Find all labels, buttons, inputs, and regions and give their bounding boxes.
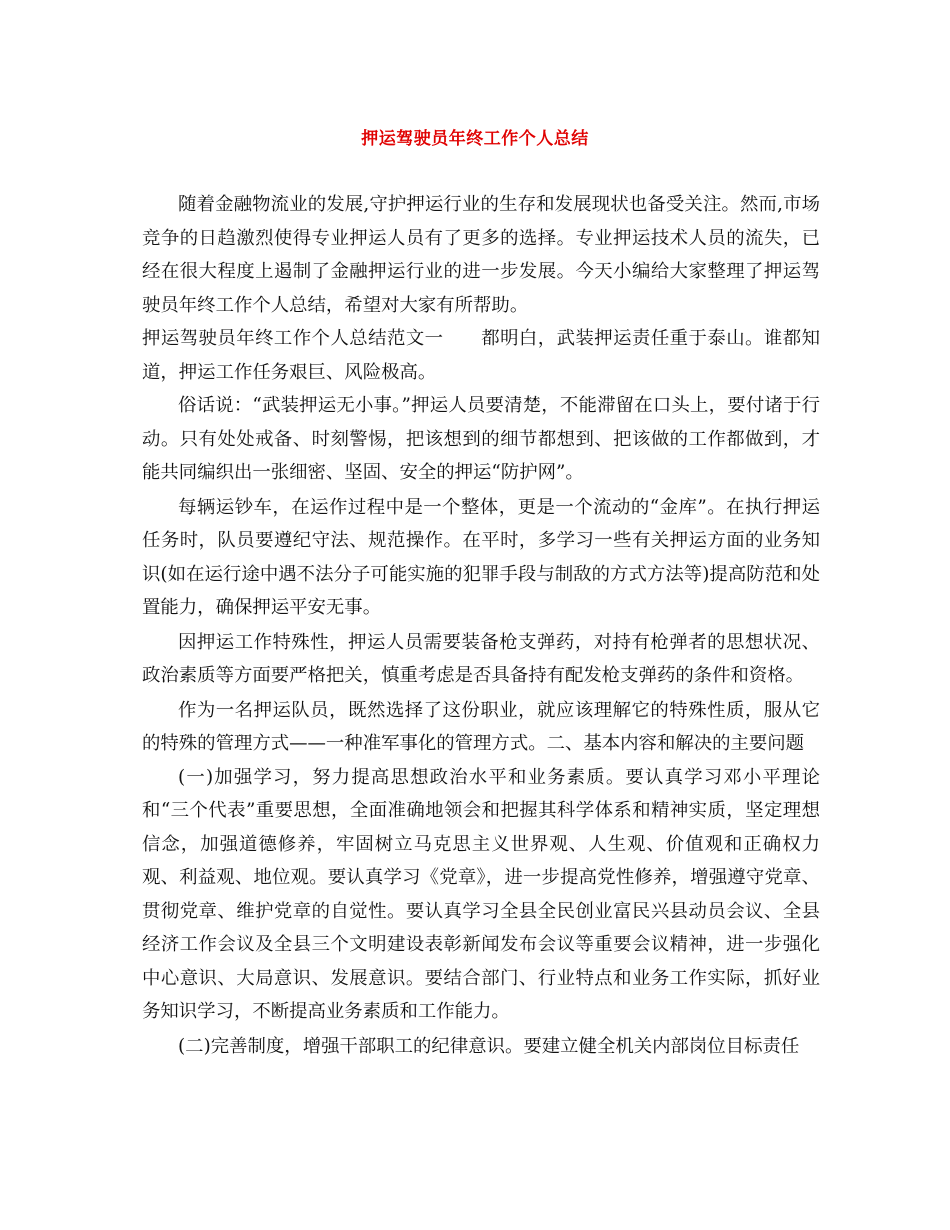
paragraph-profession: 作为一名押运队员，既然选择了这份职业，就应该理解它的特殊性质，服从它的特殊的管理方式——一种准军事化的管理方式。二、基本内容和解决的主要问题	[142, 699, 820, 754]
paragraph-study: (一)加强学习，努力提高思想政治水平和业务素质。要认真学习邓小平理论和“三个代表”重要思想，全面准确地领会和把握其科学体系和精神实质，坚定理想信念，加强道德修养，牢固树立马克思主义世界观、人生观、价值观和正确权力观、利益观、地位观。要认真学习《党章》，进一步提高党性修养，增强遵守党章、贯彻党章、维护党章的自觉性。要认真学习全县全民创业富民兴县动员会议、全县经济工作会议及全县三个文明建设表彰新闻发布会议等重要会议精神，进一步强化中心意识、大局意识、发展意识。要结合部门、行业特点和业务工作实际，抓好业务知识学习，不断提高业务素质和工作能力。	[142, 766, 820, 1022]
paragraph-cash-truck: 每辆运钞车，在运作过程中是一个整体，更是一个流动的“金库”。在执行押运任务时，队员要遵纪守法、规范操作。在平时，多学习一些有关押运方面的业务知识(如在运行途中遇不法分子可能实施的犯罪手段与制敌的方式方法等)提高防范和处置能力，确保押运平安无事。	[142, 496, 820, 618]
paragraph-firearms: 因押运工作特殊性，押运人员需要装备枪支弹药，对持有枪弹者的思想状况、政治素质等方面要严格把关，慎重考虑是否具备持有配发枪支弹药的条件和资格。	[142, 631, 820, 686]
paragraph-intro: 随着金融物流业的发展,守护押运行业的生存和发展现状也备受关注。然而,市场竞争的日趋激烈使得专业押运人员有了更多的选择。专业押运技术人员的流失，已经在很大程度上遏制了金融押运行业的进一步发展。今天小编给大家整理了押运驾驶员年终工作个人总结，希望对大家有所帮助。	[142, 194, 820, 316]
paragraph-system: (二)完善制度，增强干部职工的纪律意识。要建立健全机关内部岗位目标责任	[178, 1035, 800, 1057]
document-body	[142, 188, 820, 1063]
paragraph-sample-heading: 押运驾驶员年终工作个人总结范文一 都明白，武装押运责任重于泰山。谁都知道，押运工作任务艰巨、风险极高。	[142, 328, 820, 383]
paragraph-saying: 俗话说：“武装押运无小事。”押运人员要清楚，不能滞留在口头上，要付诸于行动。只有处处戒备、时刻警惕，把该想到的细节都想到、把该做的工作都做到，才能共同编织出一张细密、坚固、安全的押运“防护网”。	[142, 395, 820, 483]
document-title: 押运驾驶员年终工作个人总结	[361, 129, 589, 149]
